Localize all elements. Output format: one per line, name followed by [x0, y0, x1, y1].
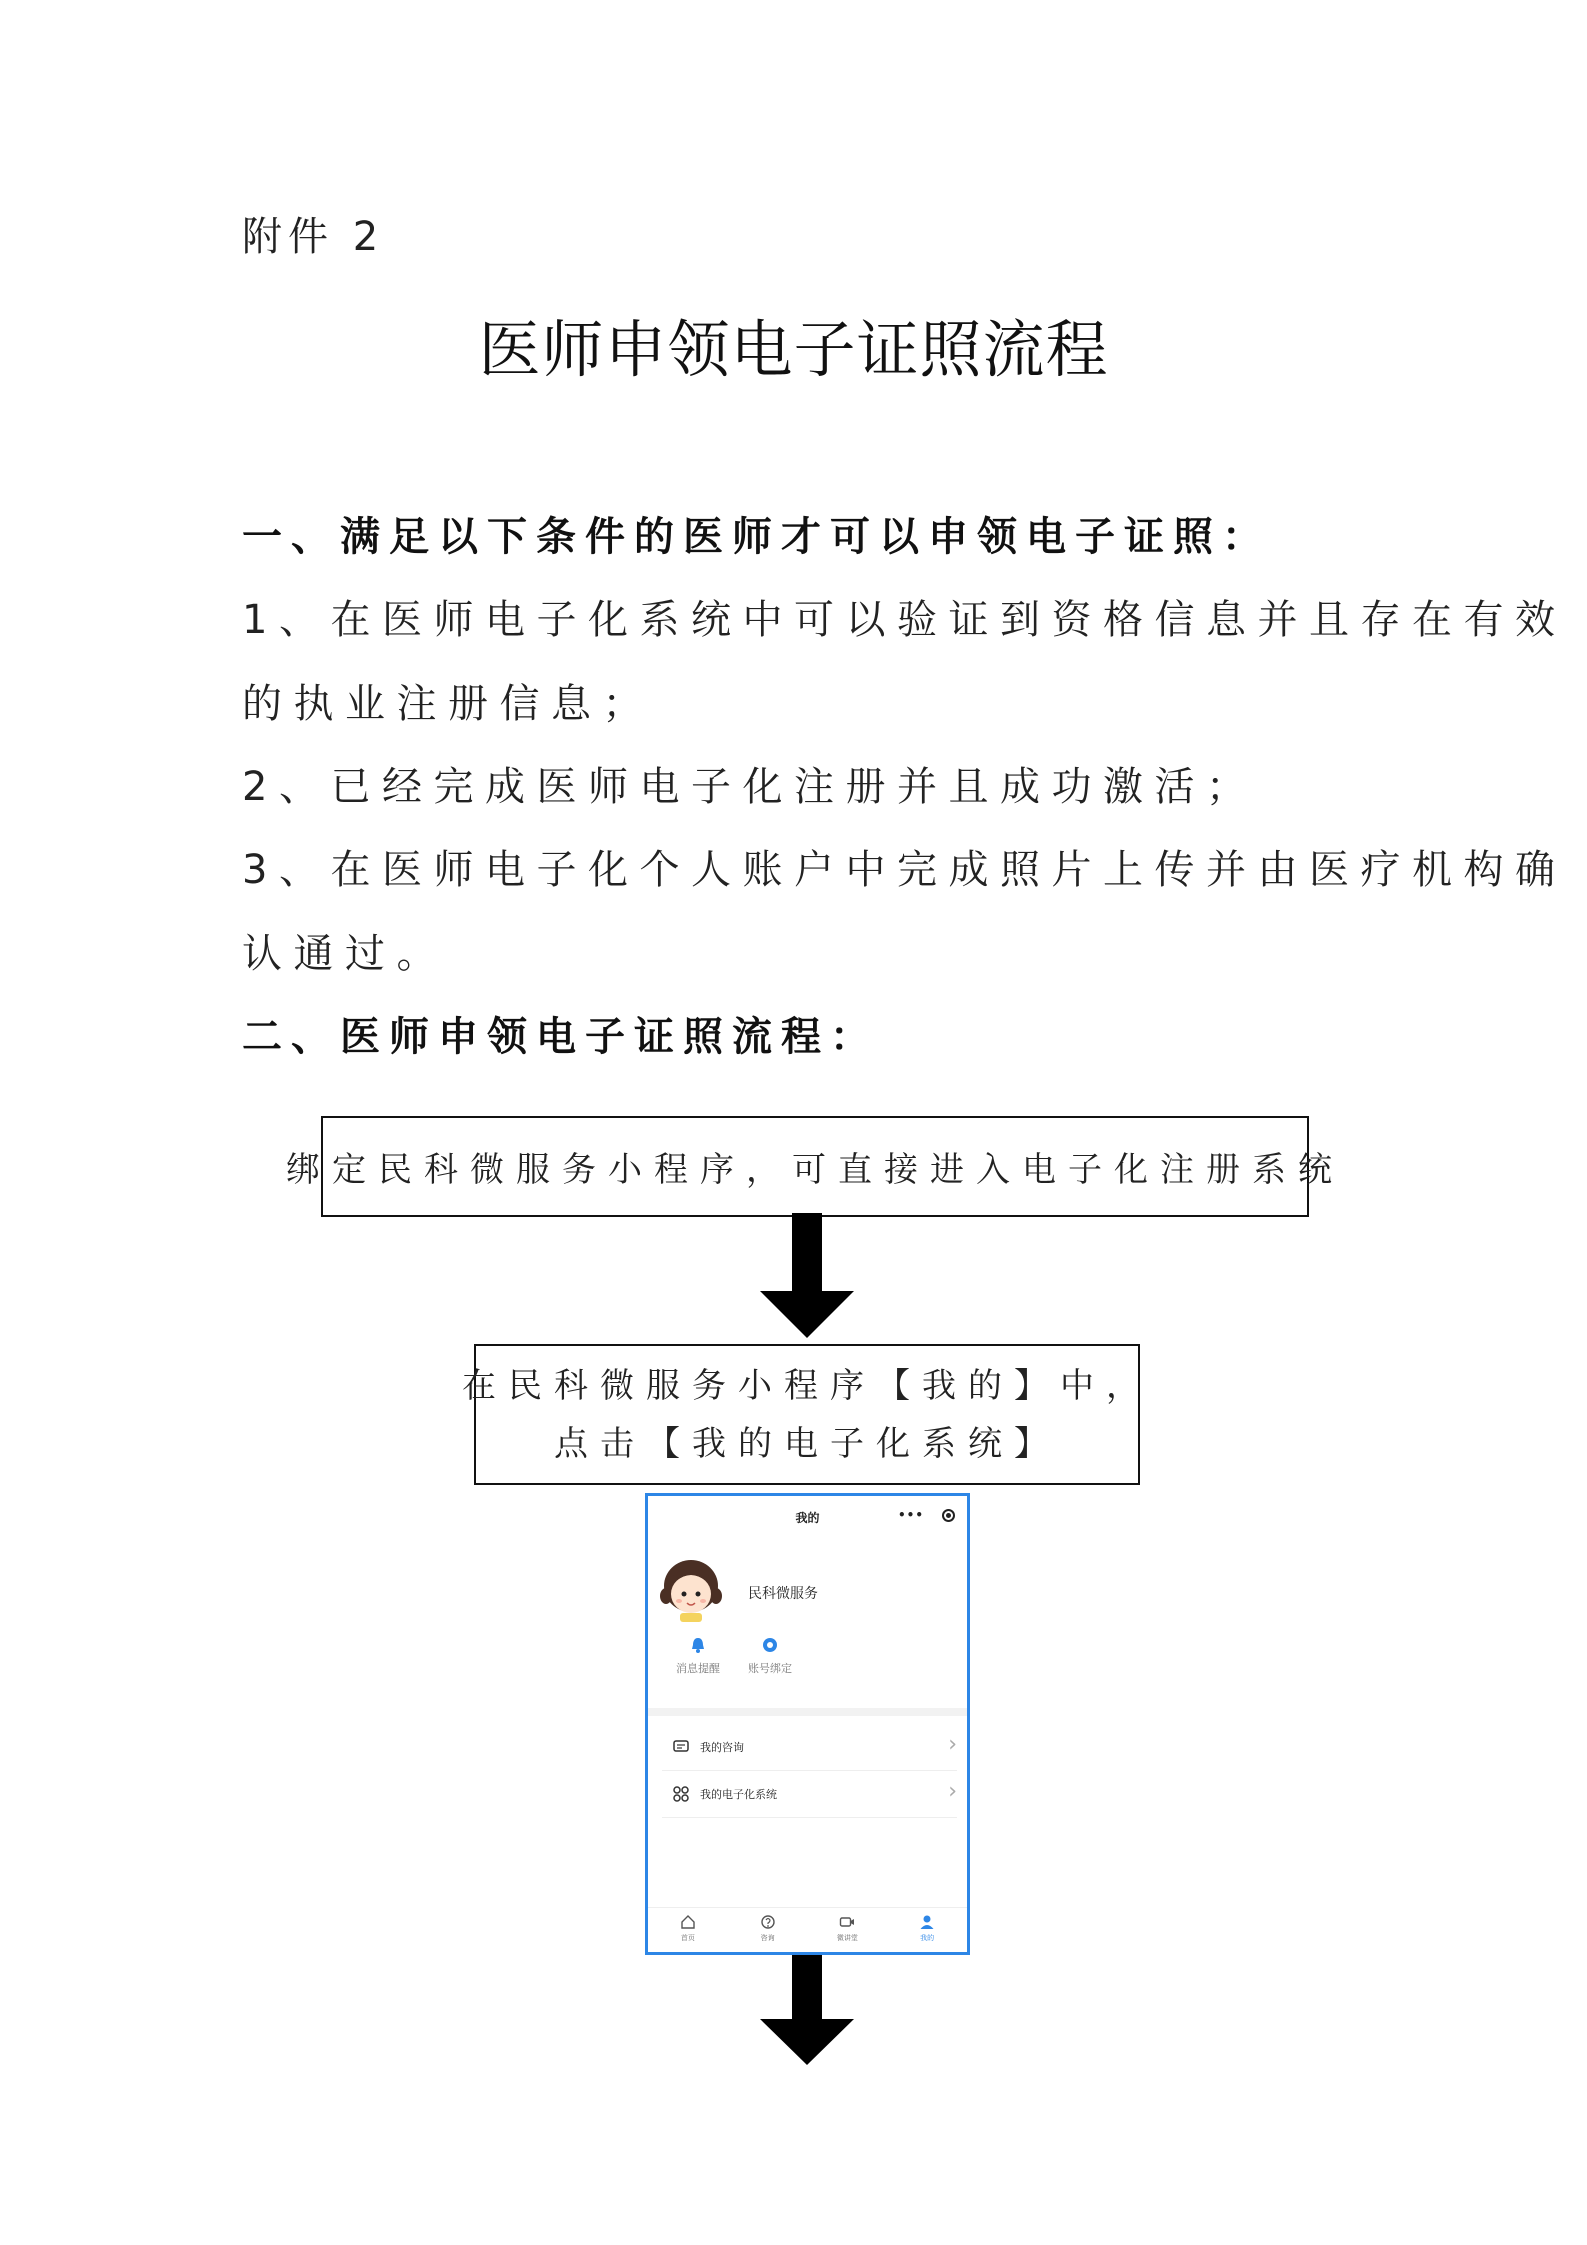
gear-icon	[761, 1636, 779, 1654]
condition-2: 2、已经完成医师电子化注册并且成功激活；	[242, 764, 1258, 810]
menu-item-label: 我的咨询	[700, 1741, 744, 1754]
condition-3-line-1: 3、在医师电子化个人账户中完成照片上传并由医疗机构确	[242, 847, 1567, 893]
down-arrow-icon	[760, 1213, 854, 1338]
flow-step-2-line-2: 点击【我的电子化系统】	[554, 1423, 1060, 1464]
attachment-label: 附件 2	[242, 214, 385, 260]
quick-action-account-binding[interactable]	[740, 1636, 800, 1676]
quick-action-notifications[interactable]	[668, 1636, 728, 1676]
condition-1-line-1: 1、在医师电子化系统中可以验证到资格信息并且存在有效	[242, 597, 1567, 643]
home-icon	[680, 1914, 696, 1930]
down-arrow-icon	[760, 1955, 854, 2065]
chevron-right-icon: ›	[948, 1732, 957, 1757]
condition-1-line-2: 的执业注册信息；	[242, 681, 654, 727]
quick-action-label: 账号绑定	[748, 1662, 792, 1675]
phone-nav-title: 我的	[795, 1511, 820, 1525]
section-1-heading: 一、满足以下条件的医师才可以申领电子证照：	[242, 514, 1271, 560]
tab-label: 首页	[680, 1934, 695, 1942]
more-icon[interactable]: •••	[897, 1508, 924, 1522]
help-icon	[760, 1914, 776, 1930]
flow-step-1-text: 绑定民科微服务小程序，可直接进入电子化注册系统	[286, 1150, 1344, 1190]
video-icon	[839, 1914, 855, 1930]
section-2-heading: 二、医师申领电子证照流程：	[242, 1014, 879, 1060]
chat-icon	[672, 1738, 690, 1756]
tab-home[interactable]	[648, 1908, 728, 1952]
tab-mine[interactable]	[887, 1908, 967, 1952]
bell-icon	[689, 1636, 707, 1654]
quick-action-label: 消息提醒	[676, 1662, 720, 1675]
user-name: 民科微服务	[748, 1586, 818, 1602]
menu-item-my-consultations[interactable]	[662, 1724, 957, 1771]
menu-item-label: 我的电子化系统	[700, 1788, 777, 1801]
chevron-right-icon: ›	[948, 1779, 957, 1804]
flow-step-1-box	[286, 1116, 1344, 1217]
user-icon	[919, 1914, 935, 1930]
tab-lecture[interactable]	[808, 1908, 888, 1952]
avatar	[660, 1556, 722, 1622]
document-title: 医师申领电子证照流程	[478, 313, 1109, 386]
tab-consult[interactable]	[728, 1908, 808, 1952]
tab-label: 我的	[920, 1934, 935, 1942]
flow-step-2-box	[462, 1344, 1152, 1485]
tab-bar	[648, 1907, 967, 1952]
grid-icon	[672, 1785, 690, 1803]
tab-label: 咨询	[760, 1934, 775, 1942]
phone-nav-bar	[648, 1496, 967, 1536]
condition-3-line-2: 认通过。	[242, 931, 448, 977]
section-divider	[648, 1708, 967, 1716]
menu-item-my-e-system[interactable]	[662, 1771, 957, 1818]
target-icon[interactable]	[942, 1509, 955, 1522]
tab-label: 微讲堂	[836, 1934, 858, 1942]
mini-program-screenshot	[645, 1493, 970, 1955]
flow-step-2-line-1: 在民科微服务小程序【我的】中，	[462, 1365, 1152, 1406]
